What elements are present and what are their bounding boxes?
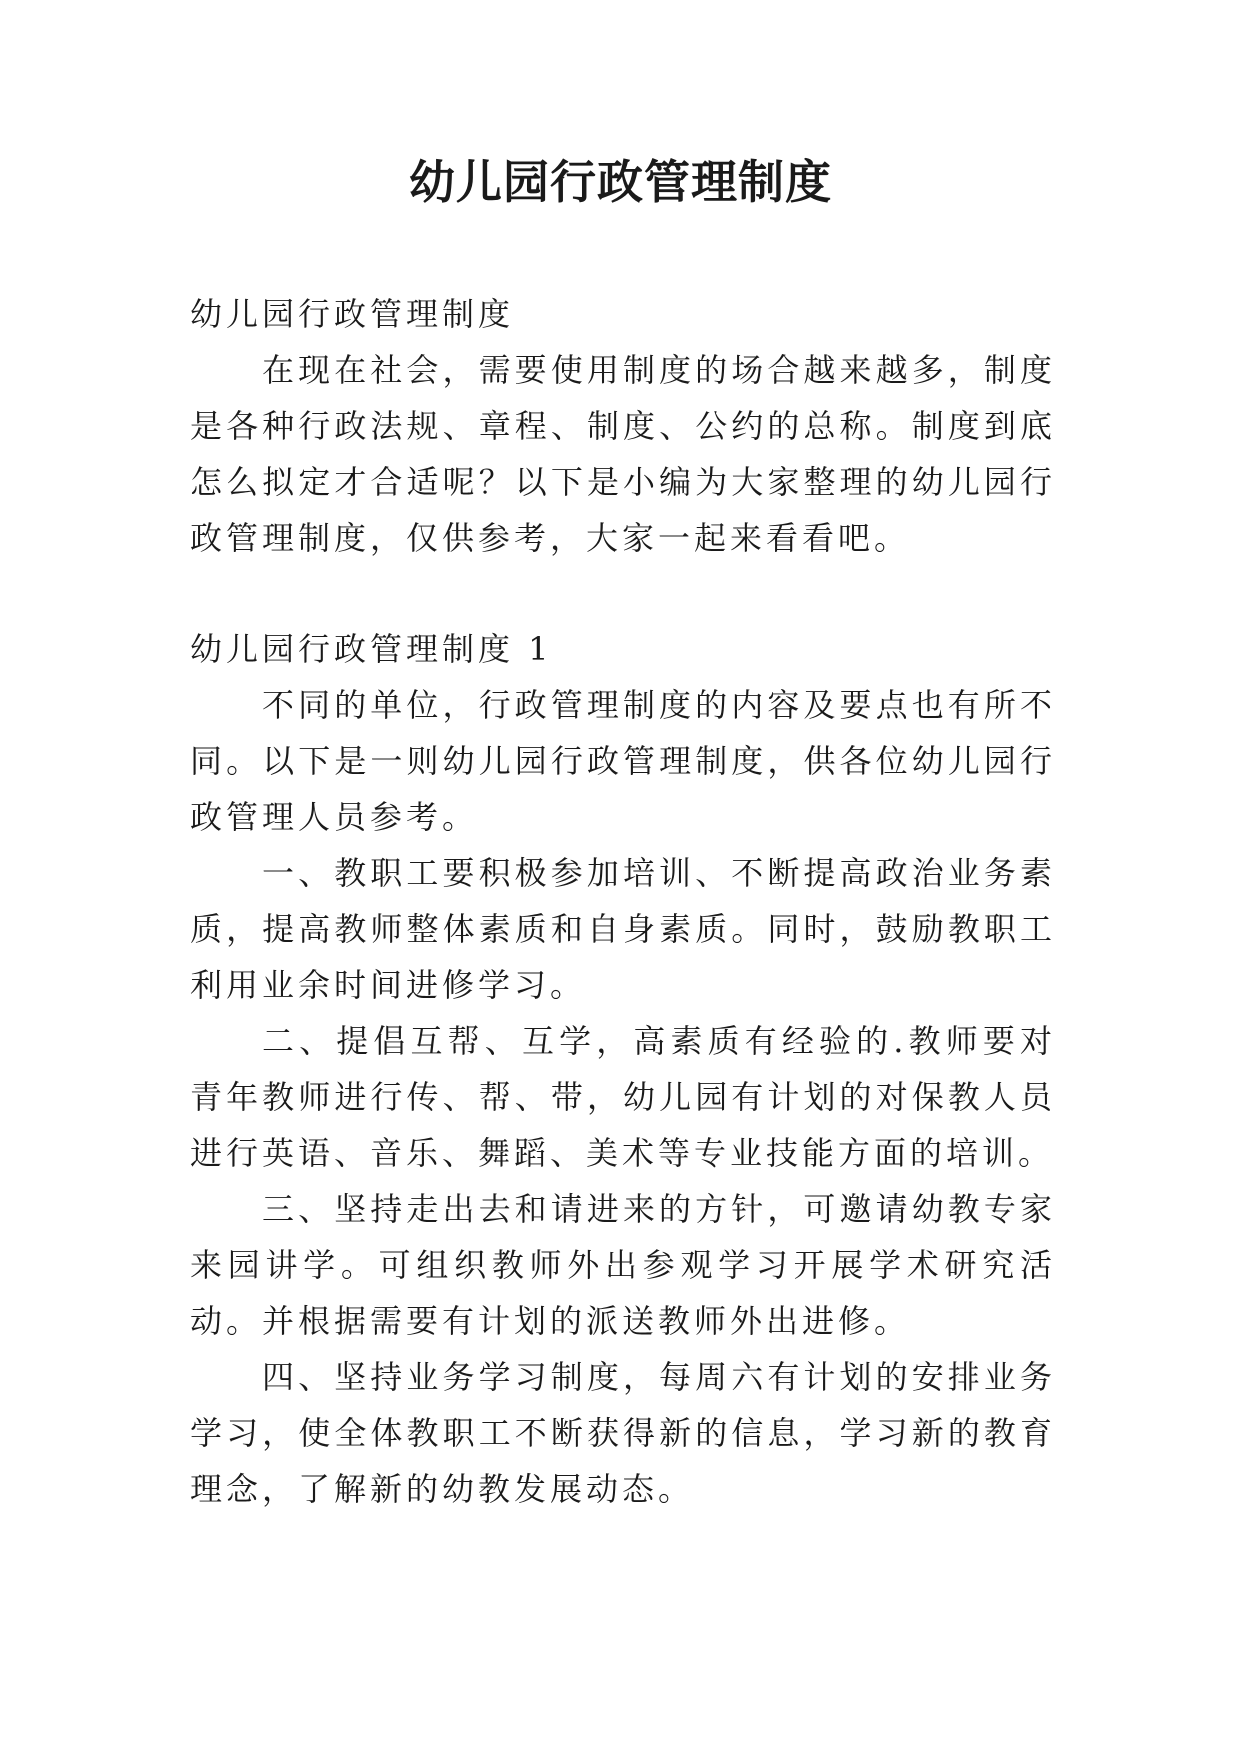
document-title: 幼儿园行政管理制度 xyxy=(409,155,832,209)
section1-paragraph: 四、坚持业务学习制度，每周六有计划的安排业务学习，使全体教职工不断获得新的信息，学习新的教育理念，了解新的幼教发展动态。 xyxy=(190,1358,1056,1508)
intro-paragraph: 在现在社会，需要使用制度的场合越来越多，制度是各种行政法规、章程、制度、公约的总称。制度到底怎么拟定才合适呢？以下是小编为大家整理的幼儿园行政管理制度，仅供参考，大家一起来看看吧。 xyxy=(190,351,1056,557)
section1-paragraph: 不同的单位，行政管理制度的内容及要点也有所不同。以下是一则幼儿园行政管理制度，供各位幼儿园行政管理人员参考。 xyxy=(190,686,1056,836)
section1-paragraph: 三、坚持走出去和请进来的方针，可邀请幼教专家来园讲学。可组织教师外出参观学习开展学术研究活动。并根据需要有计划的派送教师外出进修。 xyxy=(190,1190,1056,1340)
section1-heading: 幼儿园行政管理制度 1 xyxy=(190,630,553,668)
section1-paragraph: 二、提倡互帮、互学，高素质有经验的.教师要对青年教师进行传、帮、带，幼儿园有计划的对保教人员进行英语、音乐、舞蹈、美术等专业技能方面的培训。 xyxy=(190,1022,1056,1172)
section1-paragraph: 一、教职工要积极参加培训、不断提高政治业务素质，提高教师整体素质和自身素质。同时，鼓励教职工利用业余时间进修学习。 xyxy=(190,854,1056,1004)
intro-heading: 幼儿园行政管理制度 xyxy=(190,295,515,333)
document-body xyxy=(190,286,1056,1517)
